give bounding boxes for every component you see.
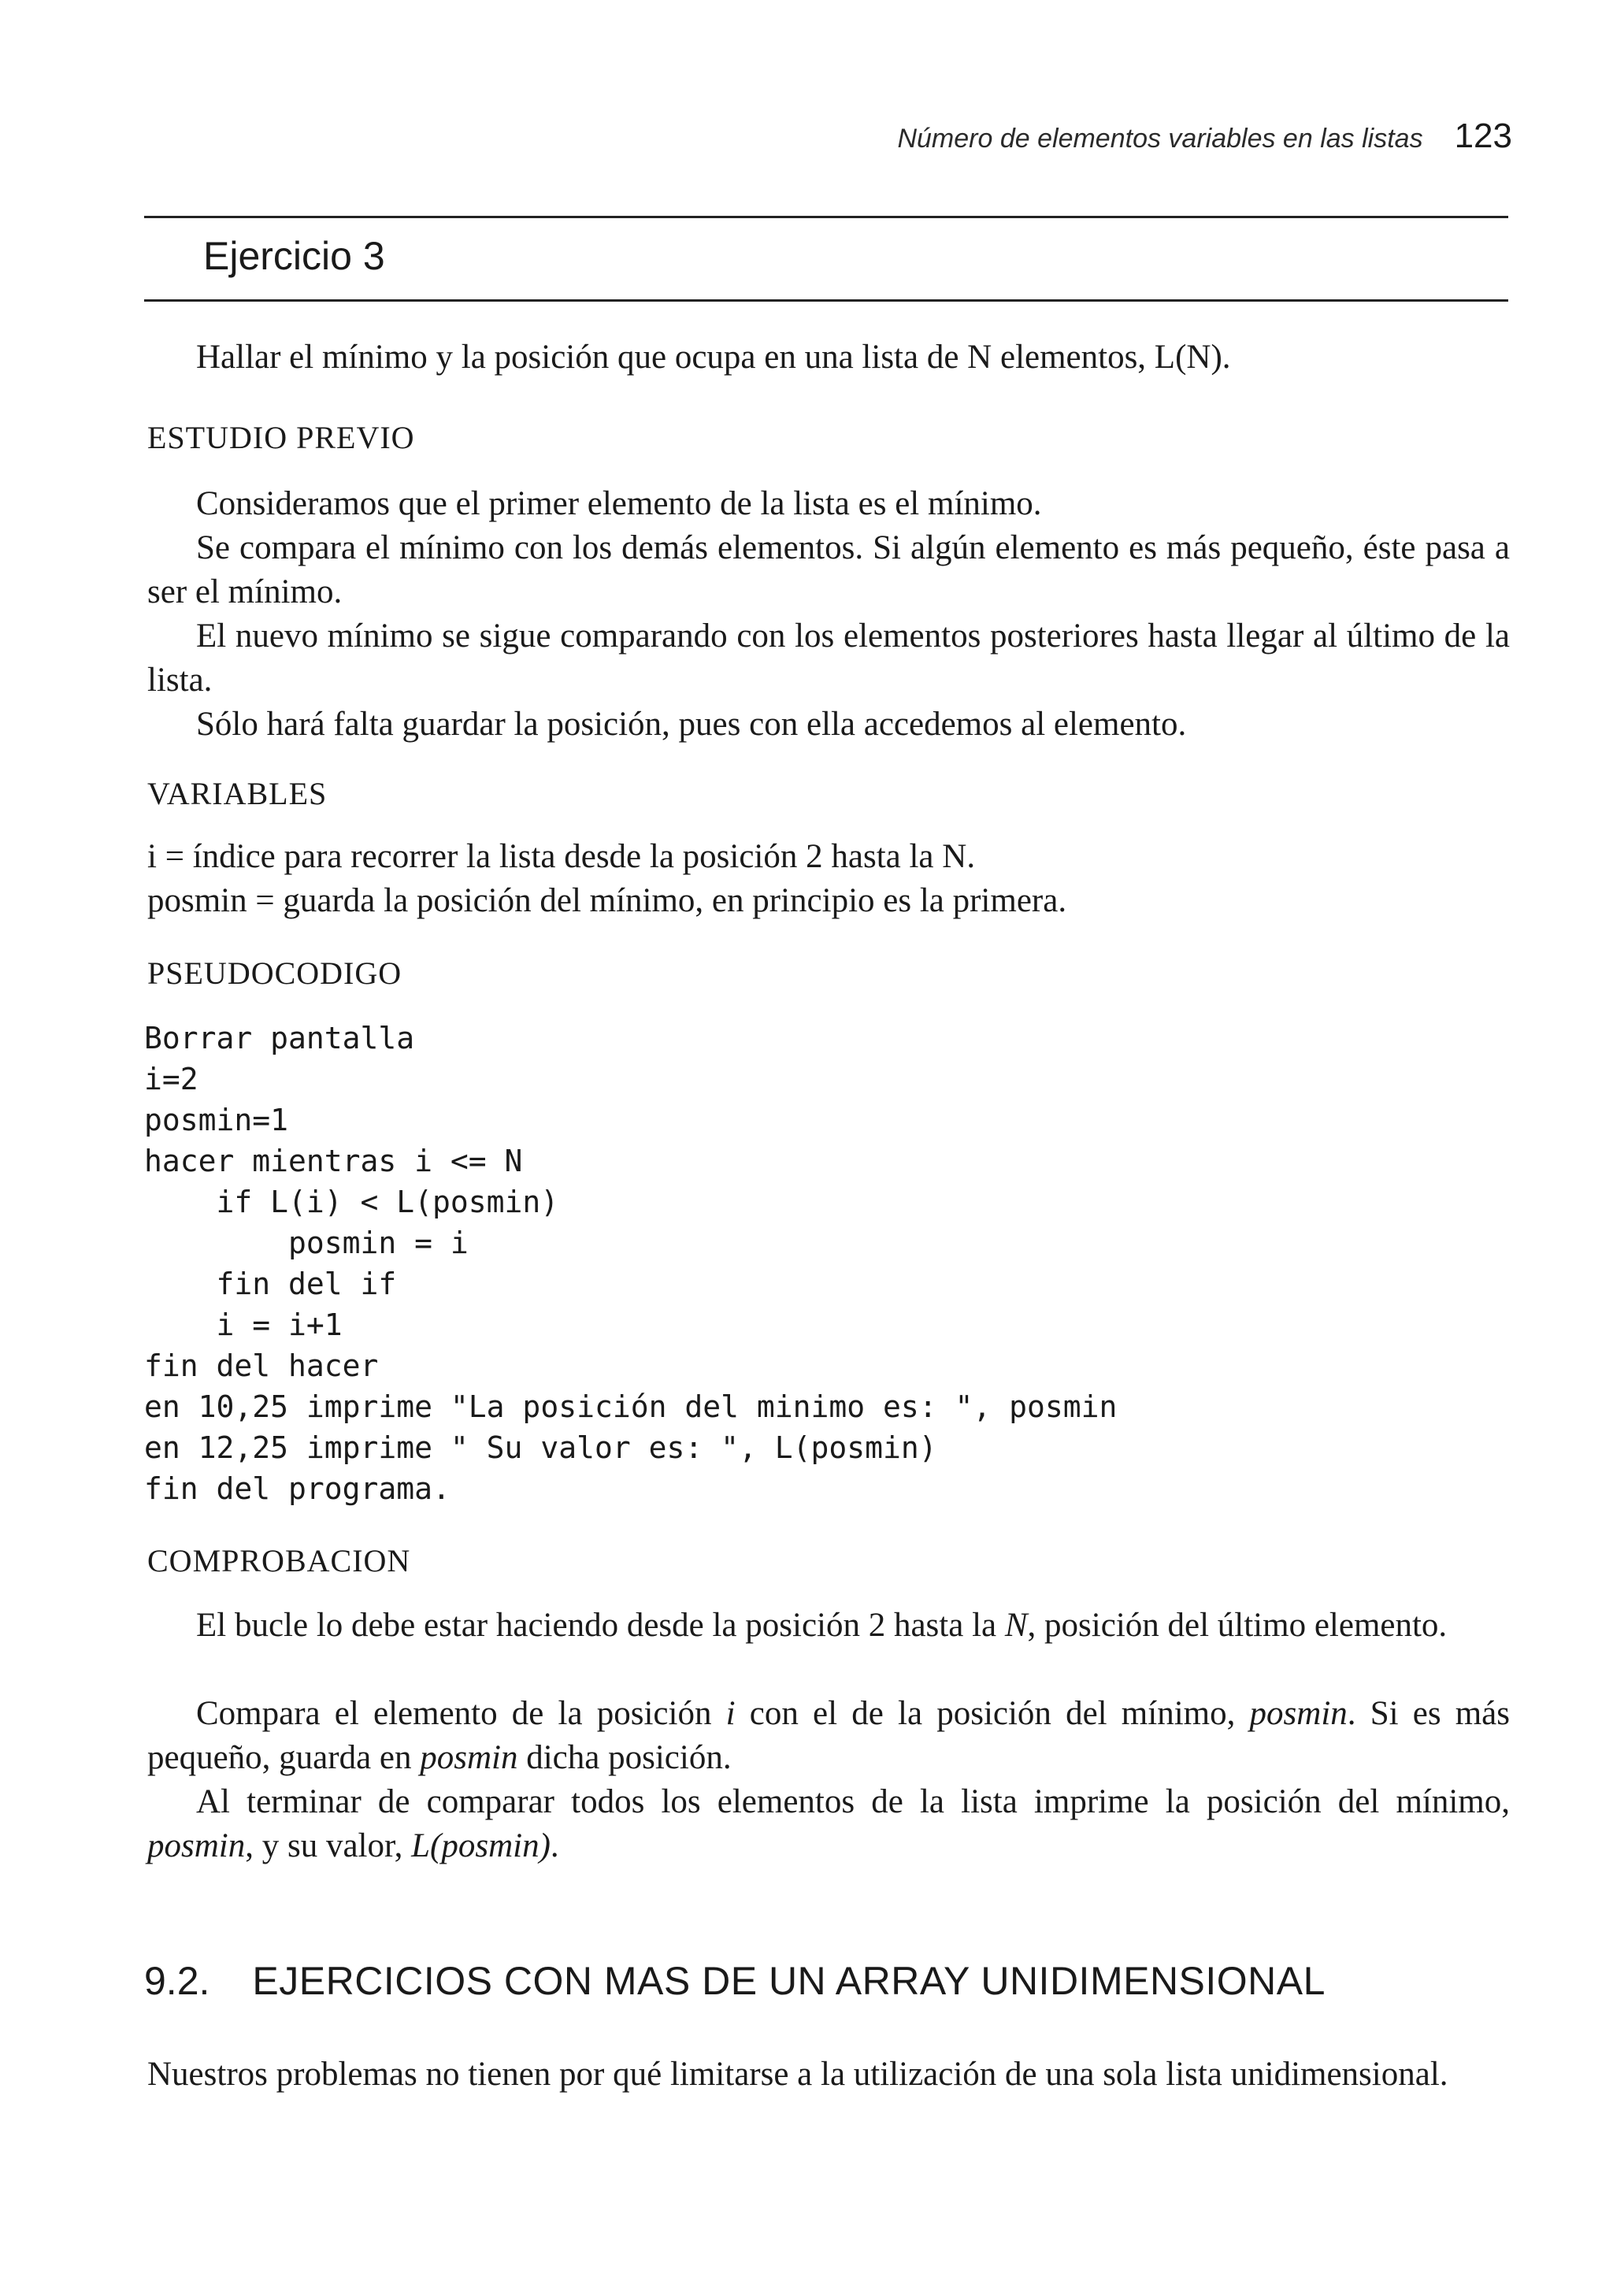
text-run: . Si es más pequeño, guarda en (147, 1695, 1510, 1776)
estudio-paragraph-3: El nuevo mínimo se sigue comparando con los elementos posteriores hasta llegar al último de la lista. (147, 618, 1510, 699)
text-run: Al terminar de comparar todos los elementos de la lista imprime la posición del mínimo, (196, 1783, 1510, 1820)
comprobacion-paragraph-2 (147, 1692, 1510, 1780)
section-heading (144, 1958, 1326, 2004)
estudio-paragraph-1: Consideramos que el primer elemento de la lista es el mínimo. (196, 485, 1042, 522)
italic-l-posmin: L(posmin) (411, 1827, 551, 1864)
pseudocode-block (144, 1018, 1117, 1509)
bottom-rule (144, 299, 1508, 302)
text-run: El bucle lo debe estar haciendo desde la posición 2 hasta la (196, 1607, 1005, 1644)
code-line: i=2 (144, 1062, 198, 1096)
italic-posmin: posmin (147, 1827, 246, 1864)
text-run: . (550, 1827, 559, 1864)
italic-n: N (1004, 1607, 1028, 1644)
italic-posmin: posmin (420, 1739, 518, 1776)
estudio-paragraph-4: Sólo hará falta guardar la posición, pues con ella accedemos al elemento. (196, 706, 1187, 743)
exercise-statement: Hallar el mínimo y la posición que ocupa en una lista de N elementos, L(N). (196, 339, 1231, 376)
estudio-paragraph-2: Se compara el mínimo con los demás elementos. Si algún elemento es más pequeño, éste pasa a ser el mínimo. (147, 529, 1510, 610)
section-number: 9.2. (144, 1959, 210, 2003)
section-title: EJERCICIOS CON MAS DE UN ARRAY UNIDIMENSIONAL (252, 1959, 1326, 2003)
italic-posmin: posmin (1249, 1695, 1348, 1732)
heading-comprobacion: COMPROBACION (147, 1543, 411, 1578)
exercise-title: Ejercicio 3 (203, 234, 385, 278)
code-line: en 12,25 imprime " Su valor es: ", L(posmin) (144, 1430, 937, 1465)
code-line: if L(i) < L(posmin) (144, 1185, 559, 1219)
text-run: Compara el elemento de la posición (196, 1695, 726, 1732)
comprobacion-paragraph-3 (147, 1780, 1510, 1868)
code-line: posmin=1 (144, 1103, 289, 1137)
text-run: , posición del último elemento. (1027, 1607, 1448, 1644)
heading-variables: VARIABLES (147, 776, 328, 811)
text-run: con el de la posición del mínimo, (735, 1695, 1250, 1732)
comprobacion-paragraph-1 (147, 1604, 1510, 1648)
variable-posmin: posmin = guarda la posición del mínimo, en principio es la primera. (147, 882, 1067, 919)
text-run: dicha posición. (517, 1739, 732, 1776)
page-number: 123 (1454, 117, 1512, 155)
top-rule (144, 216, 1508, 218)
code-line: fin del hacer (144, 1348, 379, 1383)
section-paragraph: Nuestros problemas no tienen por qué limitarse a la utilización de una sola lista unidimensional. (147, 2056, 1448, 2093)
variable-i: i = índice para recorrer la lista desde la posición 2 hasta la N. (147, 838, 976, 875)
code-line: hacer mientras i <= N (144, 1144, 523, 1178)
code-line: posmin = i (144, 1226, 469, 1260)
code-line: fin del programa. (144, 1471, 451, 1506)
running-title: Número de elementos variables en las listas (897, 124, 1423, 154)
code-line: Borrar pantalla (144, 1021, 415, 1055)
heading-estudio-previo: ESTUDIO PREVIO (147, 420, 415, 455)
code-line: en 10,25 imprime "La posición del minimo es: ", posmin (144, 1389, 1118, 1424)
text-run: , y su valor, (245, 1827, 412, 1864)
heading-pseudocodigo: PSEUDOCODIGO (147, 955, 402, 991)
code-line: fin del if (144, 1267, 397, 1301)
code-line: i = i+1 (144, 1307, 343, 1342)
running-header (819, 117, 1512, 164)
italic-i: i (725, 1695, 736, 1732)
